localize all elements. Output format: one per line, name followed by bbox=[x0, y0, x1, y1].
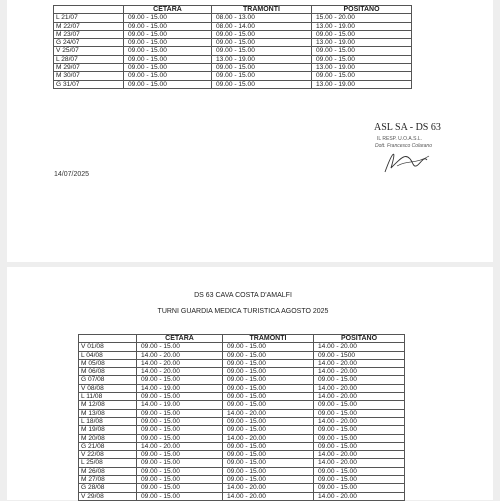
shift-cell: 09.00 - 15.00 bbox=[314, 484, 405, 492]
shift-cell: 09.00 - 15.00 bbox=[212, 47, 312, 55]
table-row bbox=[79, 492, 405, 500]
day-cell: L 18/08 bbox=[79, 417, 137, 425]
shift-cell: 13.00 - 19.00 bbox=[312, 39, 412, 47]
shift-cell: 09.00 - 15.00 bbox=[223, 351, 314, 359]
table-row bbox=[79, 459, 405, 467]
table-row bbox=[79, 393, 405, 401]
table-row bbox=[54, 80, 412, 88]
day-cell: V 25/07 bbox=[54, 47, 124, 55]
day-cell: M 30/07 bbox=[54, 72, 124, 80]
day-cell: L 04/08 bbox=[79, 351, 137, 359]
shift-cell: 09.00 - 15.00 bbox=[137, 459, 223, 467]
shift-cell: 09.00 - 15.00 bbox=[223, 376, 314, 384]
day-cell: M 06/08 bbox=[79, 368, 137, 376]
table-row bbox=[79, 467, 405, 475]
table-row bbox=[54, 22, 412, 30]
shift-cell: 09.00 - 15.00 bbox=[223, 393, 314, 401]
shift-cell: 14.00 - 20.00 bbox=[223, 492, 314, 500]
shift-cell: 09.00 - 15.00 bbox=[137, 376, 223, 384]
august-shifts-table bbox=[78, 334, 405, 501]
shift-cell: 09.00 - 15.00 bbox=[124, 22, 212, 30]
shift-cell: 08.00 - 13.00 bbox=[212, 14, 312, 22]
table-row bbox=[79, 434, 405, 442]
shift-cell: 14.00 - 20.00 bbox=[137, 442, 223, 450]
district-heading: DS 63 CAVA COSTA D'AMALFI bbox=[194, 292, 292, 299]
day-cell: M 22/07 bbox=[54, 22, 124, 30]
shift-cell: 09.00 - 15.00 bbox=[314, 434, 405, 442]
day-cell: G 07/08 bbox=[79, 376, 137, 384]
shift-cell: 09.00 - 15.00 bbox=[137, 476, 223, 484]
table-row bbox=[79, 484, 405, 492]
shift-cell: 14.00 - 20.00 bbox=[223, 484, 314, 492]
shift-cell: 14.00 - 20.00 bbox=[314, 393, 405, 401]
stamp-role: IL RESP. U.O.A.S.L. bbox=[377, 136, 423, 142]
day-cell: M 23/07 bbox=[54, 30, 124, 38]
shift-cell: 09.00 - 15.00 bbox=[124, 30, 212, 38]
table-row bbox=[79, 417, 405, 425]
header-cell-location: TRAMONTI bbox=[223, 335, 314, 343]
shift-cell: 08.00 - 14.00 bbox=[212, 22, 312, 30]
shift-cell: 09.00 - 15.00 bbox=[212, 64, 312, 72]
shift-cell: 09.00 - 15.00 bbox=[314, 467, 405, 475]
day-cell: V 22/08 bbox=[79, 451, 137, 459]
header-cell-location: POSITANO bbox=[312, 6, 412, 14]
shift-cell: 09.00 - 15.00 bbox=[223, 368, 314, 376]
shift-cell: 09.00 - 15.00 bbox=[124, 14, 212, 22]
shift-cell: 13.00 - 19.00 bbox=[312, 64, 412, 72]
shift-cell: 14.00 - 20.00 bbox=[314, 492, 405, 500]
shift-cell: 09.00 - 15.00 bbox=[223, 384, 314, 392]
shift-cell: 09.00 - 15.00 bbox=[212, 72, 312, 80]
day-cell: M 19/08 bbox=[79, 426, 137, 434]
shift-cell: 14.00 - 20.00 bbox=[314, 343, 405, 351]
header-cell-location: TRAMONTI bbox=[212, 6, 312, 14]
shift-cell: 09.00 - 15.00 bbox=[124, 72, 212, 80]
shift-cell: 09.00 - 15.00 bbox=[314, 409, 405, 417]
shift-cell: 09.00 - 15.00 bbox=[137, 343, 223, 351]
shift-cell: 09.00 - 15.00 bbox=[137, 426, 223, 434]
table-row bbox=[79, 368, 405, 376]
table-row bbox=[79, 442, 405, 450]
day-cell: M 29/07 bbox=[54, 64, 124, 72]
document-page-1 bbox=[7, 0, 493, 262]
day-cell: V 01/08 bbox=[79, 343, 137, 351]
table-row bbox=[79, 343, 405, 351]
shift-cell: 09.00 - 15.00 bbox=[223, 467, 314, 475]
shift-cell: 09.00 - 15.00 bbox=[137, 417, 223, 425]
shift-cell: 09.00 - 15.00 bbox=[223, 476, 314, 484]
shift-cell: 09.00 - 15.00 bbox=[137, 451, 223, 459]
shift-cell: 09.00 - 15.00 bbox=[314, 426, 405, 434]
shift-cell: 09.00 - 15.00 bbox=[137, 484, 223, 492]
header-cell-day bbox=[79, 335, 137, 343]
shift-cell: 09.00 - 15.00 bbox=[223, 417, 314, 425]
day-cell: L 11/08 bbox=[79, 393, 137, 401]
shift-cell: 09.00 - 15.00 bbox=[124, 39, 212, 47]
document-date: 14/07/2025 bbox=[54, 171, 90, 178]
shift-cell: 09.00 - 15.00 bbox=[312, 72, 412, 80]
day-cell: G 28/08 bbox=[79, 484, 137, 492]
shift-cell: 14.00 - 19.00 bbox=[137, 384, 223, 392]
table-row bbox=[79, 351, 405, 359]
stamp-name: Dott. Francesco Colarano bbox=[375, 143, 432, 149]
shift-cell: 09.00 - 15.00 bbox=[124, 80, 212, 88]
official-stamp bbox=[367, 120, 447, 176]
shift-cell: 15.00 - 20.00 bbox=[312, 14, 412, 22]
shift-cell: 09.00 - 15.00 bbox=[223, 359, 314, 367]
shift-cell: 14.00 - 20.00 bbox=[223, 434, 314, 442]
shift-cell: 14.00 - 20.00 bbox=[137, 359, 223, 367]
table-row bbox=[79, 409, 405, 417]
shift-cell: 14.00 - 19.00 bbox=[137, 401, 223, 409]
day-cell: M 26/08 bbox=[79, 467, 137, 475]
day-cell: V 29/08 bbox=[79, 492, 137, 500]
shift-cell: 14.00 - 20.00 bbox=[223, 409, 314, 417]
july-shifts-table bbox=[53, 5, 412, 89]
shift-cell: 14.00 - 20.00 bbox=[137, 368, 223, 376]
schedule-title: TURNI GUARDIA MEDICA TURISTICA AGOSTO 2025 bbox=[157, 308, 329, 315]
day-cell: M 12/08 bbox=[79, 401, 137, 409]
shift-cell: 09.00 - 15.00 bbox=[314, 442, 405, 450]
day-cell: M 13/08 bbox=[79, 409, 137, 417]
table-row bbox=[79, 376, 405, 384]
shift-cell: 09.00 - 15.00 bbox=[223, 459, 314, 467]
shift-cell: 14.00 - 20.00 bbox=[314, 359, 405, 367]
shift-cell: 09.00 - 15.00 bbox=[124, 64, 212, 72]
day-cell: M 05/08 bbox=[79, 359, 137, 367]
table-row bbox=[54, 72, 412, 80]
shift-cell: 09.00 - 15.00 bbox=[212, 80, 312, 88]
day-cell: V 08/08 bbox=[79, 384, 137, 392]
shift-cell: 14.00 - 20.00 bbox=[137, 351, 223, 359]
shift-cell: 09.00 - 15.00 bbox=[312, 47, 412, 55]
shift-cell: 09.00 - 15.00 bbox=[212, 30, 312, 38]
table-row bbox=[79, 359, 405, 367]
table-row bbox=[54, 55, 412, 63]
shift-cell: 09.00 - 15.00 bbox=[212, 39, 312, 47]
shift-cell: 09.00 - 15.00 bbox=[223, 343, 314, 351]
table-row bbox=[54, 39, 412, 47]
shift-cell: 09.00 - 15.00 bbox=[223, 442, 314, 450]
shift-cell: 09.00 - 15.00 bbox=[312, 30, 412, 38]
shift-cell: 14.00 - 20.00 bbox=[314, 417, 405, 425]
day-cell: L 25/08 bbox=[79, 459, 137, 467]
shift-cell: 09.00 - 15.00 bbox=[223, 451, 314, 459]
shift-cell: 09.00 - 15.00 bbox=[124, 47, 212, 55]
table-row bbox=[79, 384, 405, 392]
shift-cell: 09.00 - 15.00 bbox=[137, 409, 223, 417]
day-cell: L 21/07 bbox=[54, 14, 124, 22]
shift-cell: 09.00 - 15.00 bbox=[314, 401, 405, 409]
header-cell-location: CETARA bbox=[124, 6, 212, 14]
shift-cell: 14.00 - 20.00 bbox=[314, 459, 405, 467]
table-row bbox=[79, 451, 405, 459]
header-cell-location: CETARA bbox=[137, 335, 223, 343]
shift-cell: 09.00 - 15.00 bbox=[137, 434, 223, 442]
shift-cell: 09.00 - 15.00 bbox=[124, 55, 212, 63]
stamp-title: ASL SA - DS 63 bbox=[374, 122, 441, 133]
table-row bbox=[79, 401, 405, 409]
shift-cell: 09.00 - 15.00 bbox=[137, 492, 223, 500]
day-cell: G 24/07 bbox=[54, 39, 124, 47]
header-cell-location: POSITANO bbox=[314, 335, 405, 343]
day-cell: G 31/07 bbox=[54, 80, 124, 88]
shift-cell: 09.00 - 15.00 bbox=[314, 376, 405, 384]
header-cell-day bbox=[54, 6, 124, 14]
shift-cell: 09.00 - 15.00 bbox=[137, 393, 223, 401]
shift-cell: 13.00 - 19.00 bbox=[212, 55, 312, 63]
shift-cell: 13.00 - 19.00 bbox=[312, 22, 412, 30]
shift-cell: 09.00 - 15.00 bbox=[223, 426, 314, 434]
table-row bbox=[54, 30, 412, 38]
day-cell: G 21/08 bbox=[79, 442, 137, 450]
shift-cell: 14.00 - 20.00 bbox=[314, 368, 405, 376]
table-header-row bbox=[79, 335, 405, 343]
table-row bbox=[79, 426, 405, 434]
table-row bbox=[54, 64, 412, 72]
shift-cell: 09.00 - 15.00 bbox=[137, 467, 223, 475]
day-cell: L 28/07 bbox=[54, 55, 124, 63]
day-cell: M 20/08 bbox=[79, 434, 137, 442]
shift-cell: 14.00 - 20.00 bbox=[314, 451, 405, 459]
table-row bbox=[54, 14, 412, 22]
table-row bbox=[54, 47, 412, 55]
table-row bbox=[79, 476, 405, 484]
shift-cell: 14.00 - 20.00 bbox=[314, 384, 405, 392]
shift-cell: 13.00 - 19.00 bbox=[312, 80, 412, 88]
shift-cell: 09.00 - 1500 bbox=[314, 351, 405, 359]
day-cell: M 27/08 bbox=[79, 476, 137, 484]
table-header-row bbox=[54, 6, 412, 14]
shift-cell: 09.00 - 15.00 bbox=[223, 401, 314, 409]
shift-cell: 09.00 - 15.00 bbox=[312, 55, 412, 63]
shift-cell: 09.00 - 15.00 bbox=[314, 476, 405, 484]
